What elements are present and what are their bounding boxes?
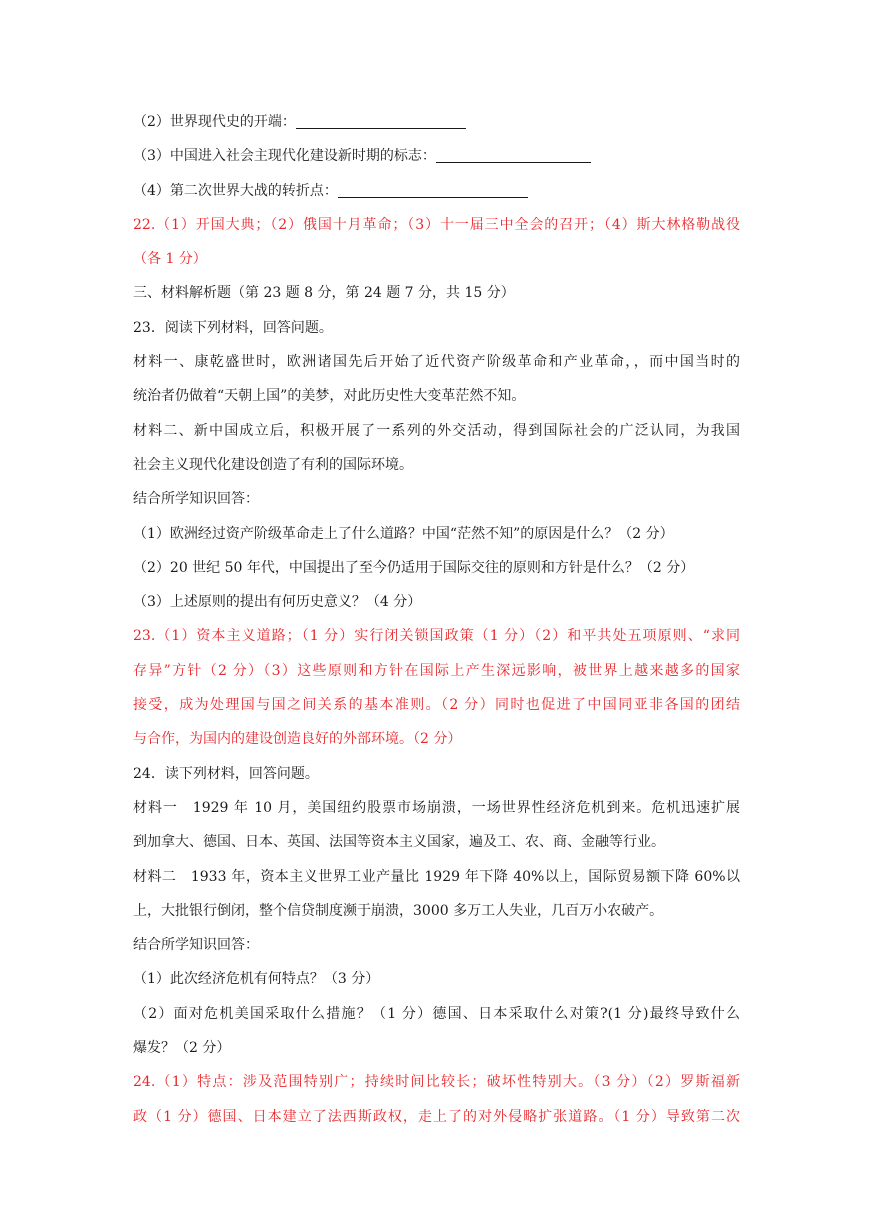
answer-blank [296,112,466,129]
answer-blank [436,146,591,163]
q23-material-1: 统治者仍做着“天朝上国”的美梦，对此历史性大变革茫然不知。 [133,388,526,405]
q23-material-1: 材料一、康乾盛世时，欧洲诸国先后开始了近代资产阶级革命和产业革命，，而中国当时的 [133,354,740,371]
question-23-stem: 23．阅读下列材料，回答问题。 [133,319,333,336]
answer-22-line: （各 1 分） [133,251,207,268]
answer-23-line: 23.（1）资本主义道路；（1 分）实行闭关锁国政策（1 分）（2）和平共处五项原则、“求同 [133,628,740,645]
section-three-heading: 三、材料解析题（第 23 题 8 分，第 24 题 7 分，共 15 分） [133,285,515,302]
q24-material-1: 材料一 1929 年 10 月，美国纽约股票市场崩溃，一场世界性经济危机到来。危机迅速扩展 [133,799,740,816]
answer-23-line: 存异”方针（2 分）（3）这些原则和方针在国际上产生深远影响，被世界上越来越多的国家 [133,662,740,679]
document-body [133,105,740,1134]
answer-24-line: 24.（1）特点：涉及范围特别广；持续时间比较长；破坏性特别大。（3 分）（2）罗斯福新 [133,1074,740,1091]
q23-subquestion: （1）欧洲经过资产阶级革命走上了什么道路？中国“茫然不知”的原因是什么？（2 分） [133,525,674,542]
answer-22-line: 22.（1）开国大典；（2）俄国十月革命；（3）十一届三中全会的召开；（4）斯大林格勒战役 [133,216,740,233]
q24-subquestion: 爆发？（2 分） [133,1040,231,1057]
q23-material-2: 材料二、新中国成立后，积极开展了一系列的外交活动，得到国际社会的广泛认同，为我国 [133,422,740,439]
answer-blank [338,181,528,198]
q24-subquestion: （1）此次经济危机有何特点？（3 分） [133,971,380,988]
fill-question-2: （2）世界现代史的开端： [133,105,740,139]
answer-23-line: 与合作，为国内的建设创造良好的外部环境。（2 分） [133,731,462,748]
q24-material-1: 到加拿大、德国、日本、英国、法国等资本主义国家，遍及工、农、商、金融等行业。 [133,834,665,851]
q24-subquestion: （2）面对危机美国采取什么措施？（1 分）德国、日本采取什么对策?(1 分)最终导致什么 [133,1005,740,1022]
answer-23-line: 接受，成为处理国与国之间关系的基本准则。（2 分）同时也促进了中国同亚非各国的团结 [133,697,740,714]
answer-24-line: 政（1 分）德国、日本建立了法西斯政权，走上了的对外侵略扩张道路。（1 分）导致第二次 [133,1108,740,1125]
q23-subquestion: （3）上述原则的提出有何历史意义？（4 分） [133,594,422,611]
fill-question-3: （3）中国进入社会主现代化建设新时期的标志： [133,139,740,173]
q23-material-2: 社会主义现代化建设创造了有利的国际环境。 [133,456,413,473]
q23-subquestion: （2）20 世纪 50 年代，中国提出了至今仍适用于国际交往的原则和方针是什么？（2 分） [133,559,695,576]
q24-material-2: 材料二 1933 年，资本主义世界工业产量比 1929 年下降 40%以上，国际贸易额下降 60%以 [133,868,740,885]
question-24-stem: 24．读下列材料，回答问题。 [133,765,319,782]
fill-question-4: （4）第二次世界大战的转折点： [133,174,740,208]
q24-prompt: 结合所学知识回答： [133,937,259,954]
q24-material-2: 上，大批银行倒闭，整个信贷制度濒于崩溃，3000 多万工人失业，几百万小农破产。 [133,902,664,919]
q23-prompt: 结合所学知识回答： [133,491,259,508]
